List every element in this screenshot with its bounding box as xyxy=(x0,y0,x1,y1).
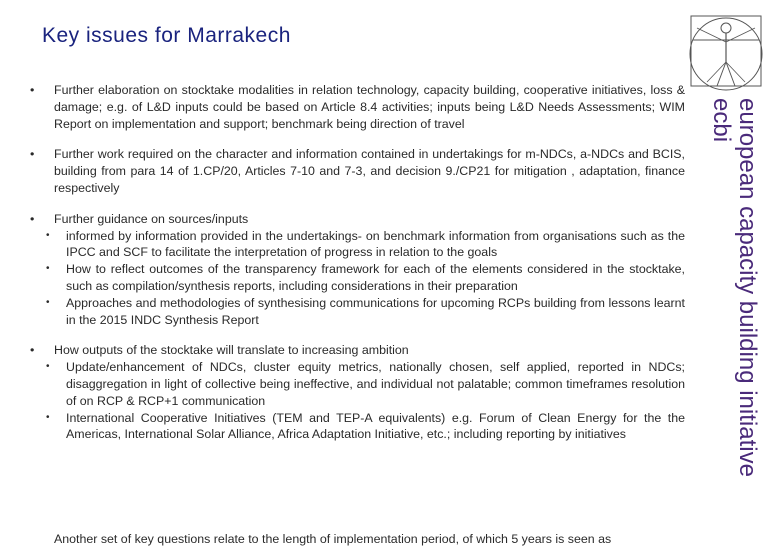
sub-bullet-item xyxy=(30,359,685,409)
ecbi-acronym: ecbi xyxy=(708,98,735,143)
sub-bullet-marker: • xyxy=(46,263,50,275)
bullet-marker: • xyxy=(30,147,35,162)
bullet-marker: • xyxy=(30,83,35,97)
ecbi-fullname: european capacity building initiative xyxy=(734,98,761,477)
sub-bullet-item xyxy=(30,295,685,329)
bullet-item xyxy=(30,342,685,443)
bullet-item xyxy=(30,211,685,329)
sub-bullet-marker: • xyxy=(46,296,50,308)
sub-bullet-text: International Cooperative Initiatives (TEM and TEP-A equivalents) e.g. Forum of Clean Energy for the the Americas, International Solar Alliance, Africa Adaptation Initiative, etc.; including reporting by initiatives xyxy=(66,410,685,442)
sub-bullet-marker: • xyxy=(46,411,50,423)
page-title: Key issues for Marrakech xyxy=(42,24,291,47)
bullet-text: How outputs of the stocktake will translate to increasing ambition xyxy=(54,343,409,358)
bullet-text: Further work required on the character and information contained in undertakings for m-NDCs, a-NDCs and BCIS, building from para 14 of 1.CP/20, Articles 7-10 and 7-3, and decision 9./CP21 for mitigation , adaptation, finance respectively xyxy=(54,147,685,195)
sub-bullet-text: informed by information provided in the undertakings- on benchmark information from organisations such as the IPCC and SCF to facilitate the interpretation of progress in relation to the goals xyxy=(66,228,685,260)
cutoff-text: Another set of key questions relate to the length of implementation period, of which 5 years is seen as xyxy=(54,532,612,546)
sub-bullet-marker: • xyxy=(46,361,50,373)
bullet-item xyxy=(30,146,685,196)
sub-bullet-item xyxy=(30,228,685,262)
bullet-item xyxy=(30,82,685,132)
bullet-marker: • xyxy=(30,211,35,226)
bullet-text: Further guidance on sources/inputs xyxy=(54,211,249,226)
sub-bullet-text: How to reflect outcomes of the transparency framework for each of the elements considered in the stocktake, such as compilation/synthesis reports, including considerations in their preparation xyxy=(66,262,685,293)
ecbi-vertical-branding xyxy=(690,98,760,518)
sub-bullet-item xyxy=(30,410,685,444)
sub-bullet-item xyxy=(30,261,685,295)
bullet-marker: • xyxy=(30,343,35,358)
sub-bullet-text: Update/enhancement of NDCs, cluster equity metrics, nationally chosen, self applied, reported in NDCs; disaggregation in light of collective being ineffective, and individual not palatable; common timeframes resolution of on RCP & RCP+1 communication xyxy=(66,360,685,408)
sub-bullet-marker: • xyxy=(46,229,50,241)
sub-bullet-text: Approaches and methodologies of synthesising communications for upcoming RCPs building from lessons learnt in the 2015 INDC Synthesis Report xyxy=(66,295,685,327)
vitruvian-man-logo xyxy=(685,10,767,92)
bullet-text: Further elaboration on stocktake modalities in relation technology, capacity building, cooperative initiatives, loss & damage; e.g. of L&D inputs could be based on Article 8.4 activities; inputs being L&D Needs Assessments; WIM Report on implementation and support; benchmark being direction of travel xyxy=(54,83,685,131)
bullet-list xyxy=(30,82,685,457)
